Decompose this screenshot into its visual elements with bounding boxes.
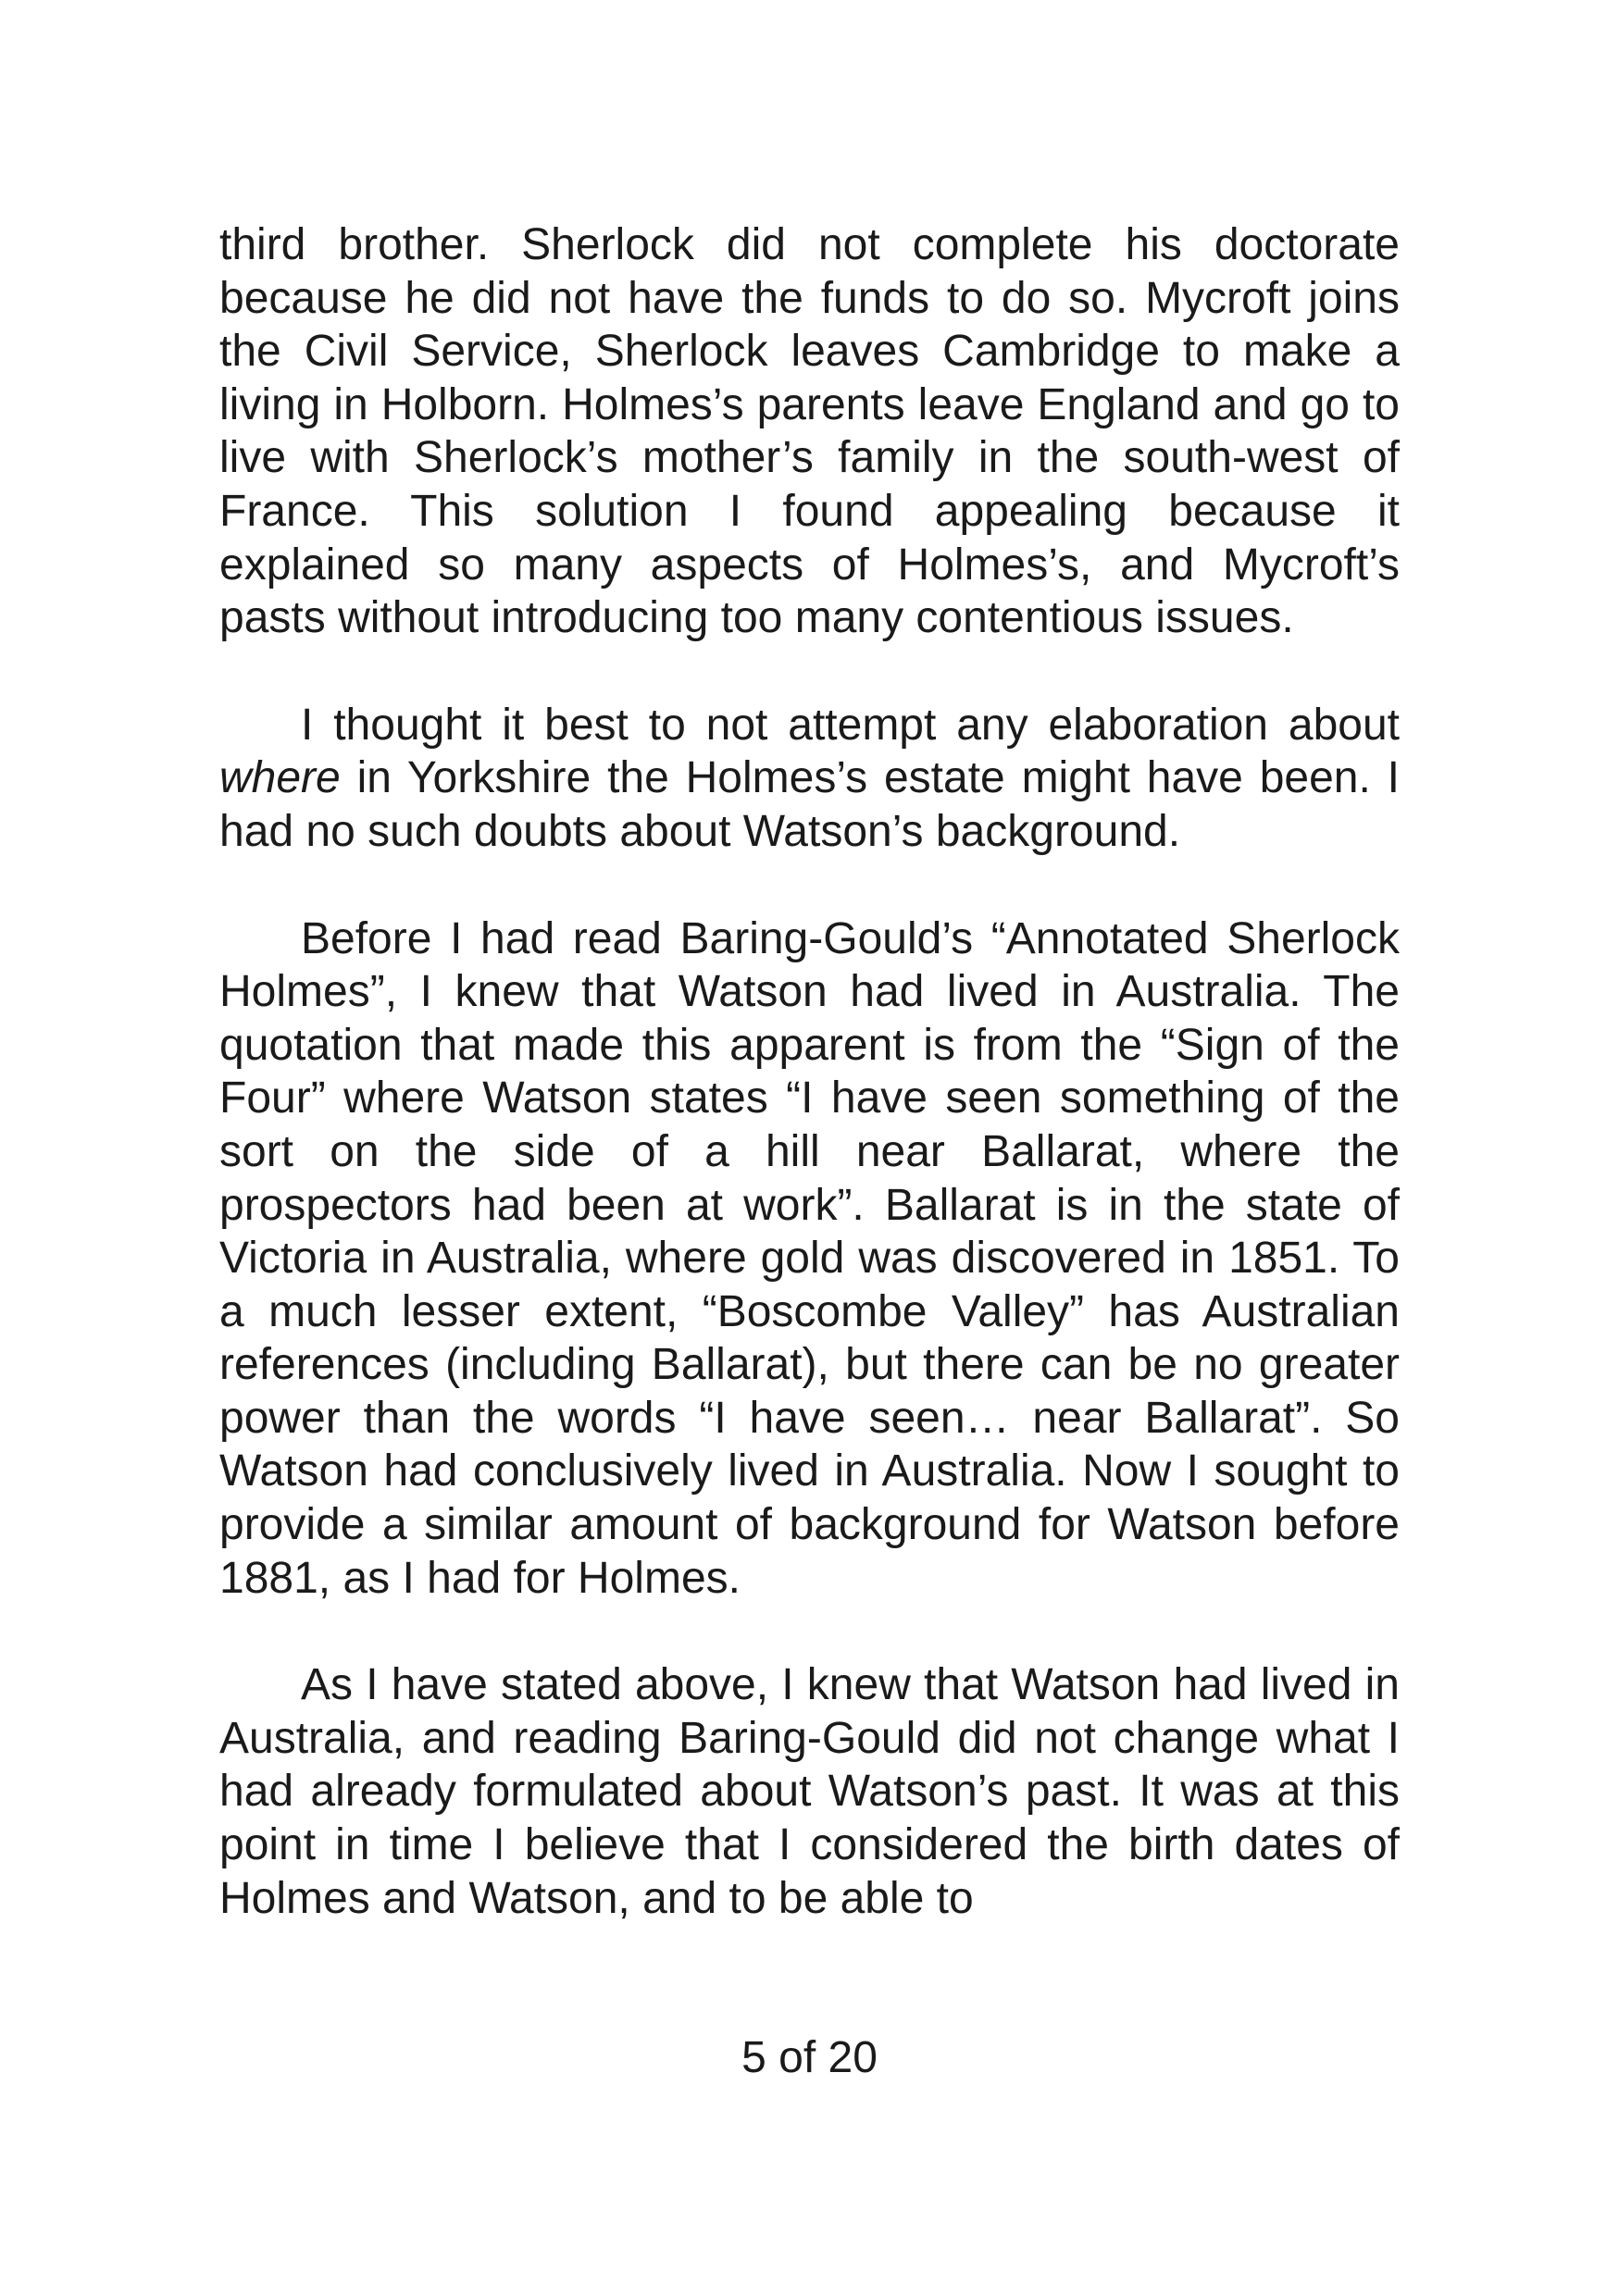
paragraph-1: third brother. Sherlock did not complete his doctorate because he did not have the funds to do so. Mycroft joins the Civil Service, Sherlock leaves Cambridge to make a living in Holborn. Holmes’s parents leave England and go to live with Sherlock’s mother’s family in the south-west of France. This solution I found appealing because it explained so many aspects of Holmes’s, and Mycroft’s pasts without introducing too many contentious issues. xyxy=(219,220,1400,643)
document-body xyxy=(219,218,1400,1979)
page-number: 5 of 20 xyxy=(741,2033,878,2082)
paragraph-2 xyxy=(219,699,1400,859)
paragraph-2-text-end: in Yorkshire the Holmes’s estate might have been. I had no such doubts about Watson’s background. xyxy=(219,753,1400,856)
paragraph-3: Before I had read Baring-Gould’s “Annotated Sherlock Holmes”, I knew that Watson had lived in Australia. The quotation that made this apparent is from the “Sign of the Four” where Watson states “I have seen something of the sort on the side of a hill near Ballarat, where the prospectors had been at work”. Ballarat is in the state of Victoria in Australia, where gold was discovered in 1851. To a much lesser extent, “Boscombe Valley” has Australian references (including Ballarat), but there can be no greater power than the words “I have seen… near Ballarat”. So Watson had conclusively lived in Australia. Now I sought to provide a similar amount of background for Watson before 1881, as I had for Holmes. xyxy=(219,913,1400,1603)
paragraph-2-text-start: I thought it best to not attempt any elaboration about xyxy=(301,700,1400,750)
paragraph-4: As I have stated above, I knew that Watson had lived in Australia, and reading Baring-Gould did not change what I had already formulated about Watson’s past. It was at this point in time I believe that I considered the birth dates of Holmes and Watson, and to be able to xyxy=(219,1660,1400,1923)
paragraph-2-italic-word: where xyxy=(219,753,341,803)
